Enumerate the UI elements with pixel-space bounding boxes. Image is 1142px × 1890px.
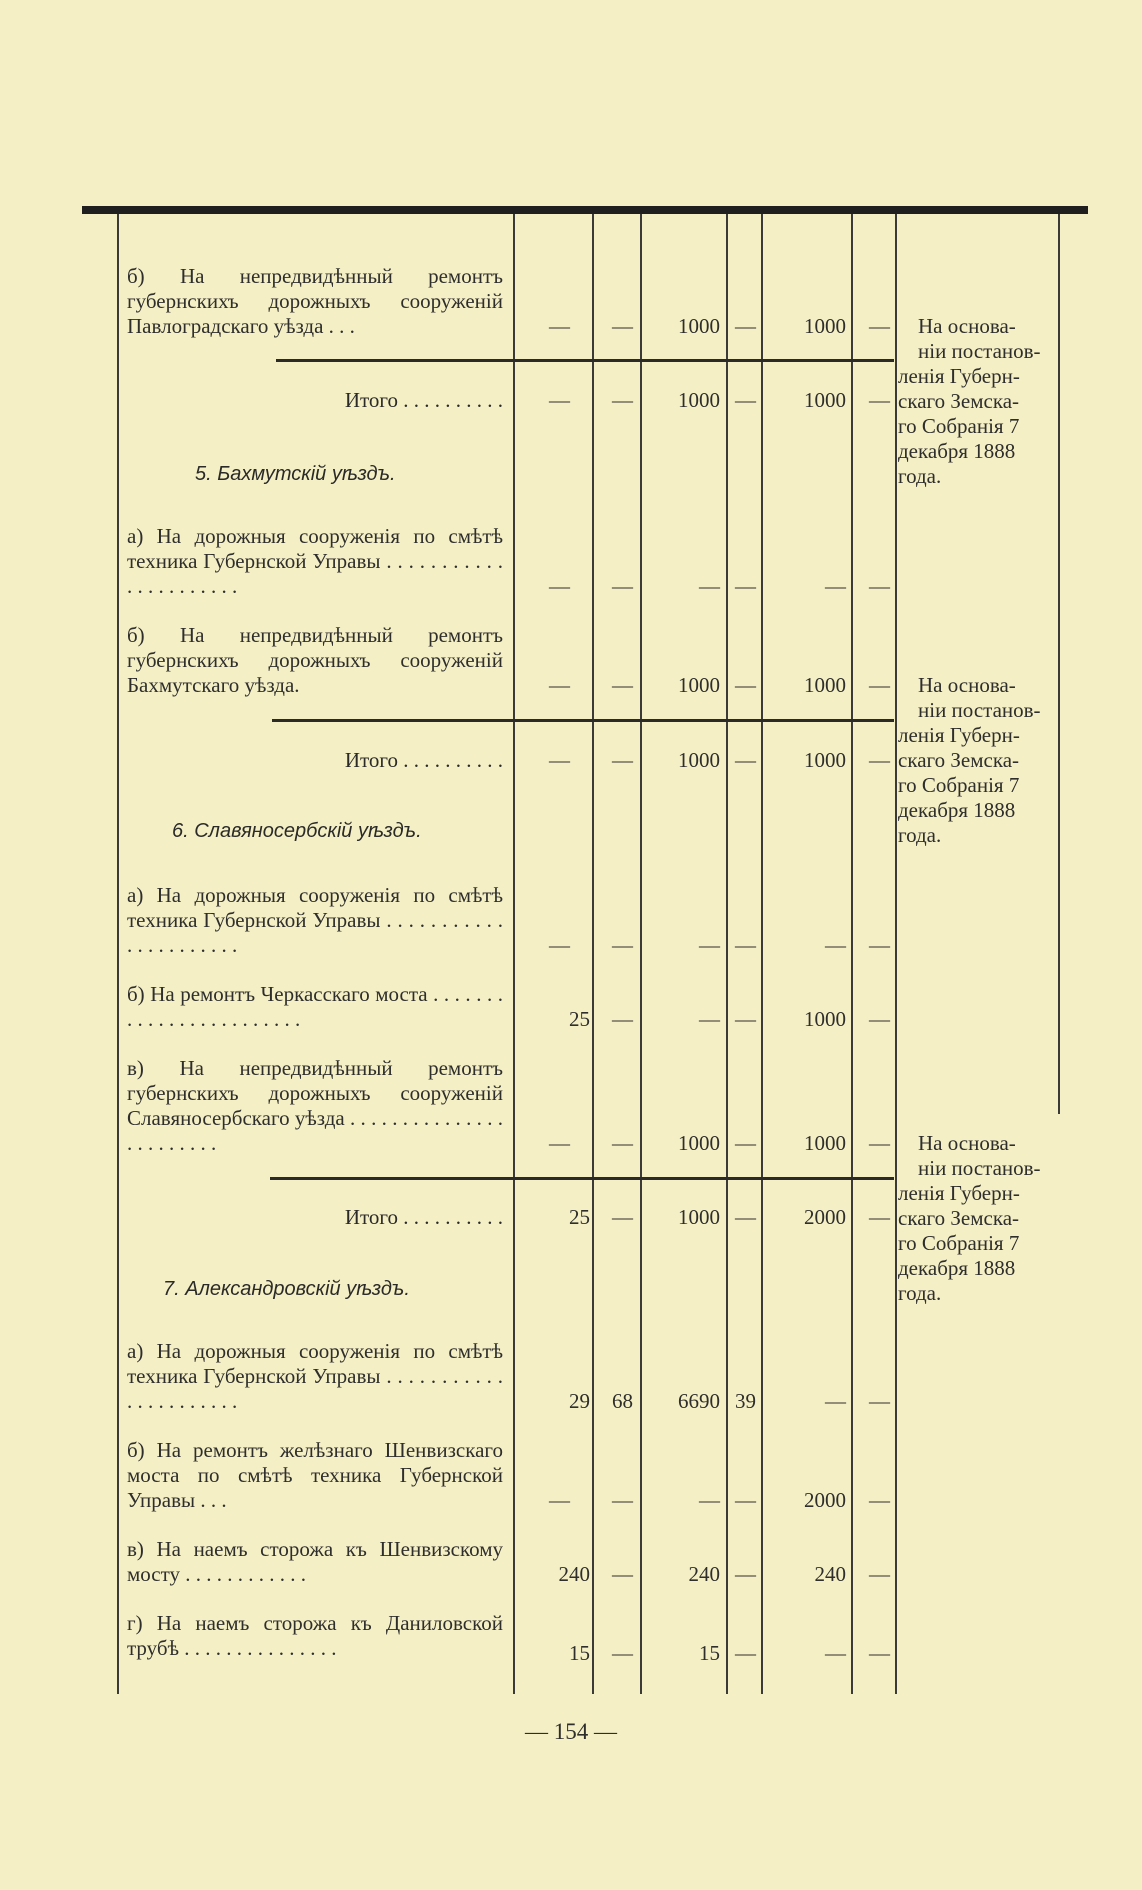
item-description: б) На непредвидѣнный ремонтъ губернскихъ дорожныхъ сооруженій Бахмутскаго уѣзда.: [127, 623, 503, 697]
value-c2: —: [612, 1562, 633, 1586]
value-c4: —: [735, 1488, 756, 1512]
note-resolution: На основа- ніи постанов- ленія Губерн- скаго Земска- го Собранія 7 декабря 1888 года.: [898, 314, 1041, 488]
note-resolution: На основа- ніи постанов- ленія Губерн- скаго Земска- го Собранія 7 декабря 1888 года.: [898, 673, 1041, 847]
note-resolution: На основа- ніи постанов- ленія Губерн- скаго Земска- го Собранія 7 декабря 1888 года.: [898, 1131, 1041, 1305]
total-c5: 1000: [804, 388, 846, 412]
value-c1: —: [549, 574, 570, 598]
value-c2: —: [612, 1007, 633, 1031]
total-label: Итого . . . . . . . . . .: [344, 388, 503, 412]
value-c6: —: [869, 1131, 890, 1155]
section-heading: 5. Бахмутскій уѣздъ.: [195, 463, 396, 485]
item-description: б) На непредвидѣнный ремонтъ губернскихъ дорожныхъ сооруженій Павлоградскаго уѣзда . . .: [127, 264, 503, 338]
value-c4: —: [735, 933, 756, 957]
value-c5: —: [825, 1389, 846, 1413]
value-c1: 240: [558, 1562, 590, 1586]
value-c5: —: [825, 574, 846, 598]
value-c1: —: [549, 1131, 570, 1155]
item-description: г) На наемъ сторожа къ Даниловской трубѣ . . . . . . . . . . . . . . .: [127, 1611, 503, 1660]
total-c3: 1000: [678, 1205, 720, 1229]
value-c1: —: [549, 673, 570, 697]
value-c3: 1000: [678, 1131, 720, 1155]
value-c4: —: [735, 314, 756, 338]
column-rule-c4: [761, 214, 763, 1694]
value-c4: —: [735, 673, 756, 697]
value-c2: —: [612, 1131, 633, 1155]
value-c4: —: [735, 1562, 756, 1586]
column-rule-left-margin: [117, 214, 119, 1694]
value-c1: —: [549, 1488, 570, 1512]
total-c2: —: [612, 388, 633, 412]
total-c1: —: [549, 388, 570, 412]
column-rule-c2: [640, 214, 642, 1694]
value-c3: —: [699, 933, 720, 957]
column-rule-c1: [592, 214, 594, 1694]
column-rule-c6: [895, 214, 897, 1694]
value-c3: 1000: [678, 314, 720, 338]
value-c5: —: [825, 1641, 846, 1665]
value-c2: —: [612, 1488, 633, 1512]
item-description: а) На дорожныя сооруженія по смѣтѣ техника Губернской Управы . . . . . . . . . . . . . . . . . . . . . .: [127, 1339, 503, 1413]
value-c1: —: [549, 933, 570, 957]
value-c4: —: [735, 574, 756, 598]
value-c6: —: [869, 1488, 890, 1512]
value-c6: —: [869, 1007, 890, 1031]
value-c3: —: [699, 1488, 720, 1512]
column-rule-c5: [851, 214, 853, 1694]
item-description: а) На дорожныя сооруженія по смѣтѣ техника Губернской Управы . . . . . . . . . . . . . . . . . . . . . .: [127, 524, 503, 598]
total-c5: 2000: [804, 1205, 846, 1229]
value-c6: —: [869, 1389, 890, 1413]
value-c3: 15: [699, 1641, 720, 1665]
value-c4: —: [735, 1641, 756, 1665]
value-c4: 39: [735, 1389, 756, 1413]
value-c2: —: [612, 314, 633, 338]
top-double-rule: [82, 206, 1088, 214]
total-c2: —: [612, 748, 633, 772]
total-c3: 1000: [678, 388, 720, 412]
section-heading: 7. Александровскій уѣздъ.: [163, 1278, 410, 1300]
item-description: в) На непредвидѣнный ремонтъ губернскихъ дорожныхъ сооруженій Славяносербскаго уѣзда . . . . . . . . . . . . . . . . . . . . . . . .: [127, 1056, 503, 1155]
value-c3: 240: [688, 1562, 720, 1586]
total-label: Итого . . . . . . . . . .: [344, 1205, 503, 1229]
value-c6: —: [869, 574, 890, 598]
value-c5: —: [825, 933, 846, 957]
value-c2: —: [612, 574, 633, 598]
value-c1: 29: [569, 1389, 590, 1413]
value-c5: 240: [814, 1562, 846, 1586]
value-c1: 25: [569, 1007, 590, 1031]
total-c5: 1000: [804, 748, 846, 772]
total-c6: —: [869, 748, 890, 772]
total-rule-2: [272, 719, 894, 722]
total-rule-3: [270, 1177, 894, 1180]
column-rule-c3: [726, 214, 728, 1694]
value-c2: —: [612, 933, 633, 957]
value-c2: 68: [612, 1389, 633, 1413]
section-heading: 6. Славяносербскій уѣздъ.: [172, 820, 422, 842]
value-c2: —: [612, 1641, 633, 1665]
total-rule-1: [276, 359, 894, 362]
total-c4: —: [735, 388, 756, 412]
item-description: б) На ремонтъ Черкасскаго моста . . . . . . . . . . . . . . . . . . . . . . . .: [127, 982, 503, 1031]
value-c5: 1000: [804, 1131, 846, 1155]
value-c5: 1000: [804, 673, 846, 697]
total-c1: —: [549, 748, 570, 772]
value-c1: —: [549, 314, 570, 338]
total-c6: —: [869, 1205, 890, 1229]
value-c1: 15: [569, 1641, 590, 1665]
value-c3: —: [699, 574, 720, 598]
item-description: а) На дорожныя сооруженія по смѣтѣ техника Губернской Управы . . . . . . . . . . . . . . . . . . . . . .: [127, 883, 503, 957]
value-c3: 6690: [678, 1389, 720, 1413]
page-number: — 154 —: [525, 1719, 617, 1744]
value-c3: 1000: [678, 673, 720, 697]
value-c6: —: [869, 1562, 890, 1586]
value-c5: 1000: [804, 314, 846, 338]
column-rule-description: [513, 214, 515, 1694]
value-c5: 2000: [804, 1488, 846, 1512]
value-c6: —: [869, 314, 890, 338]
value-c6: —: [869, 673, 890, 697]
item-description: в) На наемъ сторожа къ Шенвизскому мосту . . . . . . . . . . . .: [127, 1537, 503, 1586]
total-c3: 1000: [678, 748, 720, 772]
total-c6: —: [869, 388, 890, 412]
total-c1: 25: [569, 1205, 590, 1229]
value-c6: —: [869, 1641, 890, 1665]
value-c6: —: [869, 933, 890, 957]
total-c4: —: [735, 1205, 756, 1229]
total-label: Итого . . . . . . . . . .: [344, 748, 503, 772]
value-c2: —: [612, 673, 633, 697]
column-rule-right: [1058, 214, 1060, 1114]
value-c3: —: [699, 1007, 720, 1031]
item-description: б) На ремонтъ желѣзнаго Шенвизскаго моста по смѣтѣ техника Губернской Управы . . .: [127, 1438, 503, 1512]
value-c4: —: [735, 1131, 756, 1155]
value-c5: 1000: [804, 1007, 846, 1031]
value-c4: —: [735, 1007, 756, 1031]
total-c4: —: [735, 748, 756, 772]
total-c2: —: [612, 1205, 633, 1229]
